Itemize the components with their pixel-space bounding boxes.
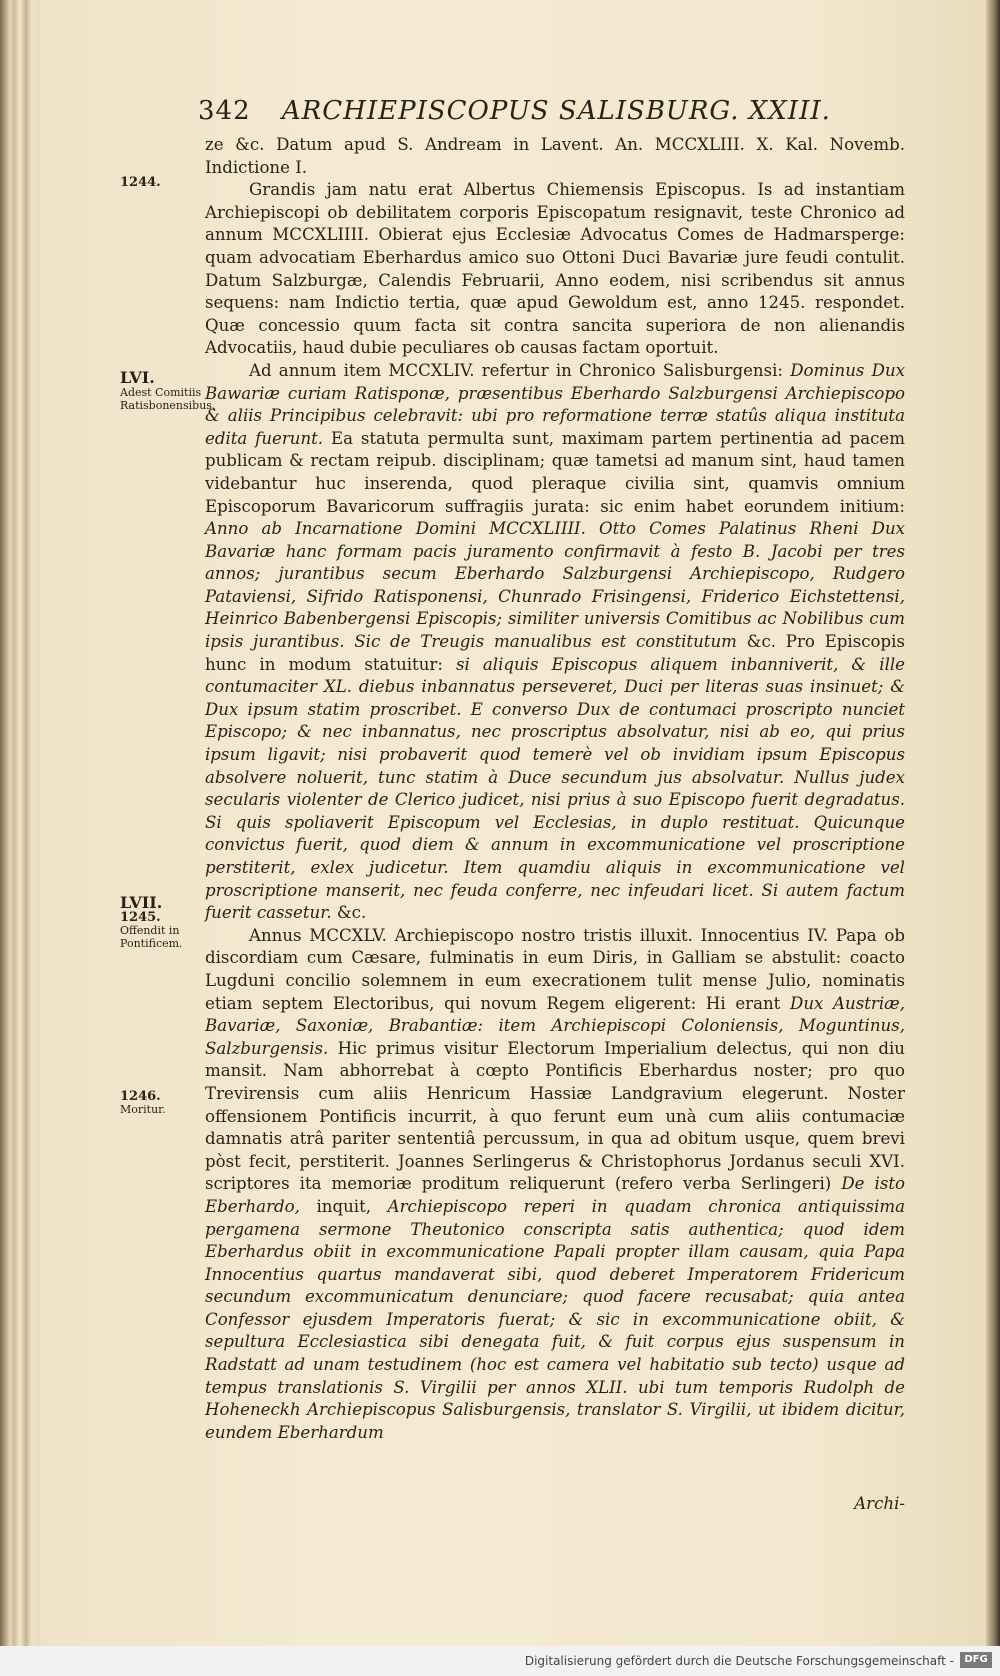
dfg-logo-icon: DFG: [960, 1652, 992, 1668]
paragraph-continuation: ze &c. Datum apud S. Andream in Lavent. An. MCCXLIII. X. Kal. Novemb. Indictione I.: [205, 135, 905, 177]
page-edge: [986, 0, 1000, 1646]
italic-quote: De isto Eberhardo,: [205, 1174, 905, 1216]
text-run: Ea statuta permulta sunt, maximam partem pertinentia ad pacem publicam & rectam reipub. disciplinam; quæ tametsi ad manum sint, haud tamen videbantur huc inserenda, quod pleraque civilia sint, quamvis omnium Episcoporum Bavaricorum suffragiis jurata: sic enim habet eorundem initium:: [205, 428, 905, 516]
italic-quote: Dominus Dux Bawariæ curiam Ratisponæ, præsentibus Eberhardo Salzburgensi Archiepiscopo & aliis Principibus celebravit: ubi pro reformatione terræ statûs aliqua instituta edita fuerunt.: [205, 360, 905, 448]
italic-quote: si aliquis Episcopus aliquem inbanniverit, & ille contumaciter XL. diebus inbannatus perseveret, Duci per literas suas insinuet; & Dux ipsum statim proscribet. E converso Dux de contumaci proscripto nunciet Episcopo; & nec inbannatus, nec proscriptus absolvatur, nisi ab eo, qui prius ipsum ligavit; nisi probaverit quod temerè vel ob invidiam ipsum Episcopus absolvere noluerit, tunc statim à Duce secundum jus absolvatur. Nullus judex secularis violenter de Clerico judicet, nisi prius à suo Episcopo fuerit degradatus. Si quis spoliaverit Episcopum vel Ecclesias, in duplo restituat. Quicunque convictus fuerit, quod diem & annum in excommunicatione vel proscriptione perstiterit, exlex judicetur. Item quamdiu aliquis in excommunicatione vel proscriptione manserit, nec feuda conferre, nec infeudari licet. Si autem factum fuerit cassetur.: [205, 654, 905, 923]
margin-heading: LVII.: [120, 893, 163, 912]
paragraph-lvi: [205, 360, 905, 925]
margin-note-lvi: [120, 368, 216, 412]
text-run: Ad annum item MCCXLIV. refertur in Chronico Salisburgensi:: [249, 360, 784, 380]
margin-note-lvii: [120, 893, 202, 950]
body-text: [205, 134, 905, 1444]
text-run: Annus MCCXLV. Archiepiscopo nostro tristis illuxit. Innocentius IV. Papa ob discordiam cum Cæsare, fulminatis in eum Diris, in Galliam se abstulit: coacto Lugduni concilio solemnem in eum execrationem tulit mense Julio, nominatis etiam septem Electoribus, qui novum Regem eligerent: Hi erant: [205, 925, 905, 1013]
paragraph-lvii: [205, 925, 905, 1445]
margin-heading: LVI.: [120, 368, 155, 387]
margin-note-1244: [120, 176, 202, 189]
margin-note-1246: [120, 1090, 202, 1116]
running-head: [198, 96, 898, 136]
margin-text: Adest Comitiis Ratisbonensibus.: [120, 386, 216, 412]
italic-quote: Dux Austriæ, Bavariæ, Saxoniæ, Brabantiæ: item Archiepiscopi Coloniensis, Moguntinus, Salzburgensis.: [205, 993, 906, 1058]
page-title: ARCHIEPISCOPUS SALISBURG. XXIII.: [281, 96, 831, 126]
text-run: inquit,: [316, 1196, 372, 1216]
text-run: &c.: [336, 903, 367, 923]
footer-bar: [0, 1646, 1000, 1676]
footer-credit: Digitalisierung gefördert durch die Deutsche Forschungsgemeinschaft -: [524, 1654, 954, 1668]
italic-quote: Anno ab Incarnatione Domini MCCXLIIII. Otto Comes Palatinus Rheni Dux Bavariæ hanc formam pacis juramento confirmavit à festo B. Jacobi per tres annos; jurantibus secum Eberhardo Salzburgensi Archiepiscopo, Rudgero Pataviensi, Sifrido Ratisponensi, Chunrado Frisingensi, Friderico Eichstettensi, Heinrico Babenbergensi Episcopis; similiter universis Comitibus ac Nobilibus cum ipsis jurantibus. Sic de Treugis manualibus est constitutum: [205, 519, 905, 652]
margin-year: 1246.: [120, 1089, 161, 1104]
margin-year: 1245.: [120, 910, 161, 925]
italic-quote: Archiepiscopo reperi in quadam chronica antiquissima pergamena sermone Theutonico conscripta satis authentica; quod idem Eberhardus obiit in excommunicatione Papali propter illam causam, quia Papa Innocentius quartus mandaverat sibi, quod deberet Imperatorem Fridericum secundum excommunicatum denunciare; quod facere recusabat; quia antea Confessor ejusdem Imperatoris fuerat; & sic in excommunicatione obiit, & sepultura Ecclesiastica sibi denegata fuit, & fuit corpus ejus suspensum in Radstatt ad unam testudinem (hoc est camera vel habitatio sub tecto) usque ad tempus translationis S. Virgilii per annos XLII. ubi tum temporis Rudolph de Hoheneckh Archiepiscopus Salisburgensis, translator S. Virgilii, ut ibidem dicitur, eundem Eberhardum: [205, 1196, 906, 1442]
page-number: 342: [198, 96, 251, 126]
book-page: [40, 0, 1000, 1646]
margin-year: 1244.: [120, 175, 161, 190]
text-run: Hic primus visitur Electorum Imperialium delectus, qui non diu mansit. Nam abhorrebat à cœpto Pontificis Eberhardus noster; pro quo Trevirensis cum aliis Henricum Hassiæ Landgravium elegerunt. Noster offensionem Pontificis incurrit, à quo ferunt eum unà cum aliis contumaciæ damnatis atrâ pariter sententiâ percussum, in qua ad obitum usque, quem brevi pòst fecit, perstiterit. Joannes Serlingerus & Christophorus Jordanus seculi XVI. scriptores ita memoriæ proditum reliquerunt (refero verba Serlingeri): [205, 1038, 905, 1194]
text-run: &c. Pro Episcopis hunc in modum statuitur:: [205, 632, 905, 674]
margin-text: Offendit in Pontificem.: [120, 924, 183, 950]
catchword: Archi-: [854, 1494, 905, 1513]
paragraph-1244: Grandis jam natu erat Albertus Chiemensis Episcopus. Is ad instantiam Archiepiscopi ob debilitatem corporis Episcopatum resignavit, teste Chronico ad annum MCCXLIIII. Obierat ejus Ecclesiæ Advocatus Comes de Hadmarsperge: quam advocatiam Eberhardus amico suo Ottoni Duci Bavariæ jure feudi contulit. Datum Salzburgæ, Calendis Februarii, Anno eodem, nisi scribendus sit annus sequens: nam Indictio tertia, quæ apud Gewoldum est, anno 1245. respondet. Quæ concessio quum facta sit contra sancita superiora de non alienandis Advocatiis, haud dubie peculiares ob causas factam oportuit.: [205, 180, 905, 358]
book-binding: [0, 0, 40, 1646]
margin-text: Moritur.: [120, 1103, 166, 1116]
